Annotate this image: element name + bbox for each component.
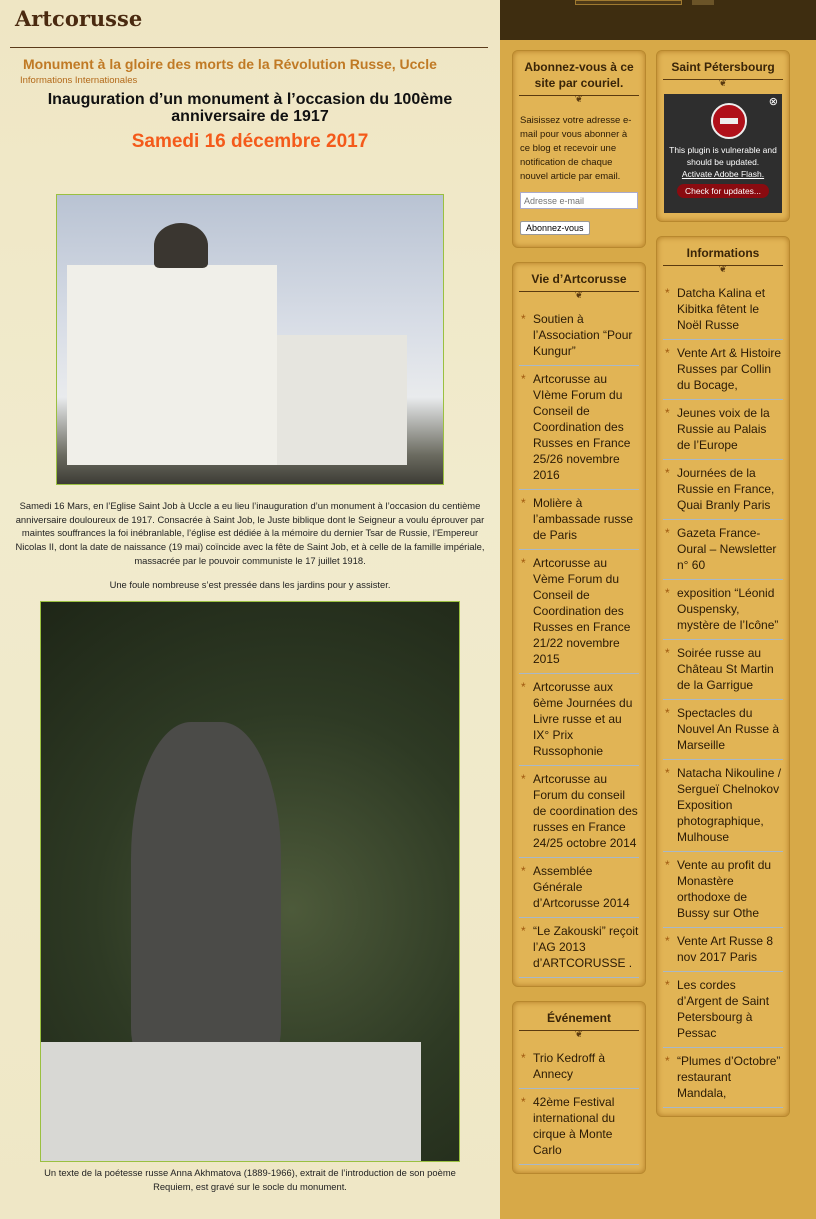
list-item[interactable]: * Trio Kedroff à Annecy	[519, 1045, 639, 1089]
statue-photo	[40, 601, 460, 1162]
post-header	[0, 55, 500, 153]
search-input[interactable]	[575, 0, 682, 5]
list-item[interactable]: * Vente Art Russe 8 nov 2017 Paris	[663, 928, 783, 972]
sidebar	[500, 0, 816, 1219]
list-item[interactable]: * Artcorusse au Forum du conseil de coordination des russes en France 24/25 octobre 2014	[519, 766, 639, 858]
close-icon[interactable]: ⊗	[768, 96, 778, 108]
list-item[interactable]: * Molière à l’ambassade russe de Paris	[519, 490, 639, 550]
list-item[interactable]: * 42ème Festival international du cirque à Monte Carlo	[519, 1089, 639, 1165]
evenement-widget	[512, 1001, 646, 1174]
ornament-divider: ❦	[519, 95, 639, 104]
ornament-divider: ❦	[519, 291, 639, 300]
post-category[interactable]: Informations Internationales	[20, 75, 138, 86]
subscribe-text: Saisissez votre adresse e-mail pour vous abonner à ce blog et recevoir une notification de chaque nouvel article par email.	[520, 115, 632, 182]
subscribe-button[interactable]: Abonnez-vous	[520, 221, 590, 235]
list-item[interactable]: * Gazeta France-Oural – Newsletter n° 60	[663, 520, 783, 580]
activate-flash-link[interactable]: Activate Adobe Flash.	[681, 169, 765, 179]
widget-title: Vie d’Artcorusse	[531, 272, 627, 286]
flash-plugin-blocked	[664, 94, 782, 213]
subscribe-widget	[512, 50, 646, 248]
divider	[10, 47, 488, 48]
widget-title: Informations	[686, 246, 760, 260]
list-item[interactable]: * Spectacles du Nouvel An Russe à Marseille	[663, 700, 783, 760]
search-button[interactable]	[692, 0, 714, 5]
sidebar-column-left	[512, 50, 646, 1188]
widget-title: Saint Pétersbourg	[671, 60, 775, 74]
list-item[interactable]: * Artcorusse au VIème Forum du Conseil de Coordination des Russes en France 25/26 novembre 2016	[519, 366, 639, 490]
list-item[interactable]: * Natacha Nikouline / Sergueï Chelnokov Exposition photographique, Mulhouse	[663, 760, 783, 852]
ornament-divider: ❦	[519, 1030, 639, 1039]
post-heading: Inauguration d’un monument à l’occasion du 100ème anniversaire de 1917	[47, 91, 453, 125]
site-brand[interactable]: Artcorusse	[15, 6, 143, 31]
paragraph: Une foule nombreuse s’est pressée dans les jardins pour y assister.	[109, 578, 391, 590]
blocked-icon	[711, 103, 747, 139]
post-title[interactable]: Monument à la gloire des morts de la Révolution Russe, Uccle	[23, 56, 437, 72]
email-field[interactable]	[520, 192, 638, 209]
list-item[interactable]: * Artcorusse aux 6ème Journées du Livre russe et au IX° Prix Russophonie	[519, 674, 639, 766]
list-item[interactable]: * Soutien à l’Association “Pour Kungur”	[519, 306, 639, 366]
list-item[interactable]: * Datcha Kalina et Kibitka fêtent le Noël Russe	[663, 280, 783, 340]
check-updates-button[interactable]: Check for updates...	[677, 184, 769, 198]
spb-widget	[656, 50, 790, 222]
ornament-divider: ❦	[663, 265, 783, 274]
header-strip	[500, 0, 816, 40]
widget-title: Abonnez-vous à ce site par couriel.	[524, 60, 634, 90]
list-item[interactable]: * exposition “Léonid Ouspensky, mystère de l’Icône”	[663, 580, 783, 640]
widget-title: Événement	[546, 1011, 612, 1025]
list-item[interactable]: * Les cordes d’Argent de Saint Petersbourg à Pessac	[663, 972, 783, 1048]
list-item[interactable]: * Artcorusse au Vème Forum du Conseil de Coordination des Russes en France 21/22 novembre 2015	[519, 550, 639, 674]
flash-message: This plugin is vulnerable and should be updated.	[669, 145, 777, 167]
sidebar-column-right	[656, 50, 790, 1131]
list-item[interactable]: * Journées de la Russie en France, Quai Branly Paris	[663, 460, 783, 520]
post-body	[0, 194, 500, 1194]
list-item[interactable]: * Assemblée Générale d’Artcorusse 2014	[519, 858, 639, 918]
list-item[interactable]: * “Plumes d’Octobre” restaurant Mandala,	[663, 1048, 783, 1108]
list-item[interactable]: * Soirée russe au Château St Martin de la Garrigue	[663, 640, 783, 700]
paragraph: Samedi 16 Mars, en l’Eglise Saint Job à Uccle a eu lieu l’inauguration d’un monument à l’occasion du centième anniversaire douloureux de 1917. Consacrée à Saint Job, le Juste biblique dont le Seigneur a voulu éprouver par maintes souffrances la foi inébranlable, l’église est dédiée à la mémoire du dernier Tsar de Russie, l’Empereur Nicolas II, dont la date de naissance (19 mai) coïncide avec la fête de Saint Job, et à celle de la famille impériale, massacrée par le pouvoir communiste le 17 juillet 1918.	[15, 500, 485, 566]
list-item[interactable]: * “Le Zakouski” reçoit l’AG 2013 d’ARTCORUSSE .	[519, 918, 639, 978]
photo-caption: Un texte de la poétesse russe Anna Akhmatova (1889-1966), extrait de l’introduction de son poème Requiem, est gravé sur le socle du monument.	[44, 1167, 456, 1192]
event-date: Samedi 16 décembre 2017	[131, 131, 369, 152]
informations-widget	[656, 236, 790, 1117]
church-photo	[56, 194, 444, 485]
vie-widget	[512, 262, 646, 987]
list-item[interactable]: * Vente au profit du Monastère orthodoxe de Bussy sur Othe	[663, 852, 783, 928]
list-item[interactable]: * Jeunes voix de la Russie au Palais de l’Europe	[663, 400, 783, 460]
list-item[interactable]: * Vente Art & Histoire Russes par Collin du Bocage,	[663, 340, 783, 400]
ornament-divider: ❦	[663, 79, 783, 88]
